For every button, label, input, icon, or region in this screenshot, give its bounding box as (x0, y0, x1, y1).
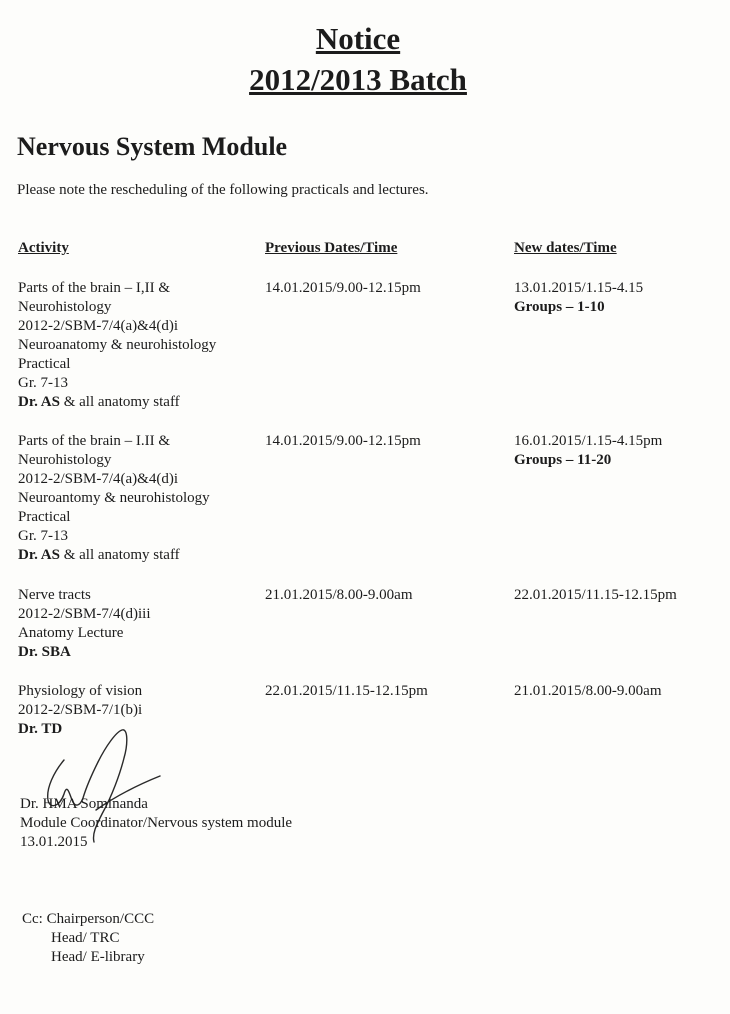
new-date: 21.01.2015/8.00-9.00am (514, 683, 662, 699)
new-date: 16.01.2015/1.15-4.15pm (514, 433, 663, 449)
module-title: Nervous System Module (17, 132, 288, 161)
table-row-activity (18, 586, 151, 662)
column-header-activity: Activity (18, 240, 69, 256)
cc-list (22, 910, 154, 967)
column-header-new: New dates/Time (514, 240, 617, 256)
new-date: 22.01.2015/11.15-12.15pm (514, 587, 677, 603)
previous-date: 21.01.2015/8.00-9.00am (265, 587, 413, 603)
column-header-previous: Previous Dates/Time (265, 240, 398, 256)
new-date: 13.01.2015/1.15-4.15 (514, 280, 644, 296)
signatory-date: 13.01.2015 (20, 834, 88, 850)
staff-name: Dr. AS (18, 547, 60, 563)
table-row-activity (18, 279, 216, 412)
previous-date: 22.01.2015/11.15-12.15pm (265, 683, 428, 699)
groups-label: Groups – 1-10 (514, 299, 605, 315)
activity-line: Nerve tracts (18, 587, 91, 603)
activity-line: Physiology of vision (18, 683, 143, 699)
cc-line: Head/ E-library (51, 949, 145, 965)
activity-line: Gr. 7-13 (18, 375, 68, 391)
activity-line: 2012-2/SBM-7/1(b)i (18, 702, 143, 718)
activity-line: Practical (18, 509, 71, 525)
previous-date: 14.01.2015/9.00-12.15pm (265, 280, 421, 296)
activity-line: Practical (18, 356, 71, 372)
cc-line: Cc: Chairperson/CCC (22, 911, 155, 927)
activity-line: Gr. 7-13 (18, 528, 68, 544)
staff-name: Dr. AS (18, 394, 60, 410)
table-row-new (514, 279, 643, 317)
table-row-activity (18, 432, 210, 565)
activity-line: Parts of the brain – I.II & (18, 433, 171, 449)
staff-rest: & all anatomy staff (59, 394, 180, 410)
intro-text: Please note the rescheduling of the following practicals and lectures. (17, 182, 429, 198)
signatory-role: Module Coordinator/Nervous system module (20, 815, 293, 831)
staff-name: Dr. SBA (18, 644, 71, 660)
activity-line: Anatomy Lecture (18, 625, 124, 641)
activity-line: Neurohistology (18, 452, 112, 468)
activity-line: Neurohistology (18, 299, 112, 315)
staff-line (18, 546, 210, 565)
previous-date: 14.01.2015/9.00-12.15pm (265, 433, 421, 449)
batch-title: 2012/2013 Batch (249, 62, 467, 97)
notice-title: Notice (315, 21, 401, 56)
staff-name: Dr. TD (18, 721, 63, 737)
activity-line: Neuroantomy & neurohistology (18, 490, 210, 506)
cc-line: Head/ TRC (51, 930, 120, 946)
activity-line: Parts of the brain – I,II & (18, 280, 171, 296)
groups-label: Groups – 11-20 (514, 452, 612, 468)
activity-line: 2012-2/SBM-7/4(a)&4(d)i (18, 318, 178, 334)
activity-line: 2012-2/SBM-7/4(a)&4(d)i (18, 471, 178, 487)
activity-line: 2012-2/SBM-7/4(d)iii (18, 606, 151, 622)
signatory-name: Dr. HMA Sominanda (20, 796, 148, 812)
table-row-new (514, 432, 662, 470)
staff-line (18, 393, 216, 412)
signatory-block (20, 795, 292, 852)
staff-rest: & all anatomy staff (59, 547, 180, 563)
activity-line: Neuroanatomy & neurohistology (18, 337, 217, 353)
